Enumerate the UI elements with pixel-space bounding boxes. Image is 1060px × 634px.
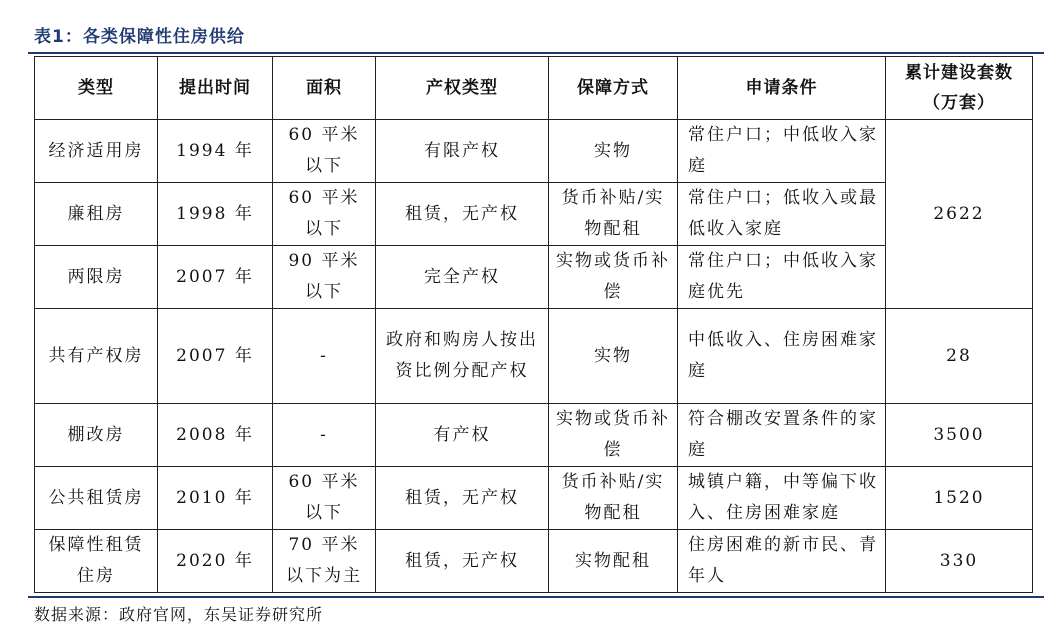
table-row: [35, 467, 1033, 530]
cell-year: 2007 年: [158, 309, 273, 404]
cell-area: 90 平米以下: [273, 246, 376, 309]
source-note: 数据来源：政府官网，东吴证券研究所: [34, 605, 324, 624]
cell-rights: 租赁，无产权: [376, 467, 549, 530]
cell-total: 3500: [886, 404, 1033, 467]
cell-rights: 有产权: [376, 404, 549, 467]
cell-method: 货币补贴/实物配租: [549, 183, 678, 246]
cell-condition: 中低收入、住房困难家庭: [678, 309, 886, 404]
cell-method: 实物或货币补偿: [549, 246, 678, 309]
cell-condition: 住房困难的新市民、青年人: [678, 530, 886, 593]
header-year: 提出时间: [158, 57, 273, 120]
cell-total: 1520: [886, 467, 1033, 530]
cell-condition: 常住户口；中低收入家庭: [678, 120, 886, 183]
cell-year: 1998 年: [158, 183, 273, 246]
cell-area: -: [273, 309, 376, 404]
table-row: [35, 120, 1033, 183]
table-row: [35, 183, 1033, 246]
cell-year: 2020 年: [158, 530, 273, 593]
cell-type: 廉租房: [35, 183, 158, 246]
cell-rights: 租赁，无产权: [376, 530, 549, 593]
cell-method: 实物: [549, 120, 678, 183]
header-area: 面积: [273, 57, 376, 120]
cell-area: 60 平米以下: [273, 120, 376, 183]
table-row: [35, 246, 1033, 309]
table-row: [35, 404, 1033, 467]
cell-method: 实物配租: [549, 530, 678, 593]
cell-year: 2008 年: [158, 404, 273, 467]
cell-type: 两限房: [35, 246, 158, 309]
cell-rights: 政府和购房人按出资比例分配产权: [376, 309, 549, 404]
header-condition: 申请条件: [678, 57, 886, 120]
cell-condition: 常住户口；中低收入家庭优先: [678, 246, 886, 309]
cell-condition: 常住户口；低收入或最低收入家庭: [678, 183, 886, 246]
header-rights: 产权类型: [376, 57, 549, 120]
cell-method: 实物: [549, 309, 678, 404]
cell-rights: 租赁，无产权: [376, 183, 549, 246]
cell-type: 共有产权房: [35, 309, 158, 404]
cell-year: 2010 年: [158, 467, 273, 530]
cell-total: 330: [886, 530, 1033, 593]
footer-rule: [28, 596, 1044, 598]
cell-type: 保障性租赁住房: [35, 530, 158, 593]
housing-supply-table: [34, 56, 1033, 593]
cell-year: 2007 年: [158, 246, 273, 309]
cell-area: 60 平米以下: [273, 183, 376, 246]
table-row: [35, 530, 1033, 593]
cell-area: 70 平米以下为主: [273, 530, 376, 593]
header-row: [35, 57, 1033, 120]
cell-area: -: [273, 404, 376, 467]
cell-type: 棚改房: [35, 404, 158, 467]
cell-rights: 有限产权: [376, 120, 549, 183]
header-type: 类型: [35, 57, 158, 120]
cell-type: 经济适用房: [35, 120, 158, 183]
cell-method: 实物或货币补偿: [549, 404, 678, 467]
table-title: 表1：各类保障性住房供给: [34, 27, 245, 47]
cell-condition: 符合棚改安置条件的家庭: [678, 404, 886, 467]
header-method: 保障方式: [549, 57, 678, 120]
header-total: 累计建设套数（万套）: [886, 57, 1033, 120]
cell-method: 货币补贴/实物配租: [549, 467, 678, 530]
cell-total-merged: 2622: [886, 120, 1033, 309]
cell-total: 28: [886, 309, 1033, 404]
table-row: [35, 309, 1033, 404]
title-rule: [28, 52, 1044, 54]
cell-condition: 城镇户籍，中等偏下收入、住房困难家庭: [678, 467, 886, 530]
cell-rights: 完全产权: [376, 246, 549, 309]
cell-type: 公共租赁房: [35, 467, 158, 530]
cell-area: 60 平米以下: [273, 467, 376, 530]
cell-year: 1994 年: [158, 120, 273, 183]
